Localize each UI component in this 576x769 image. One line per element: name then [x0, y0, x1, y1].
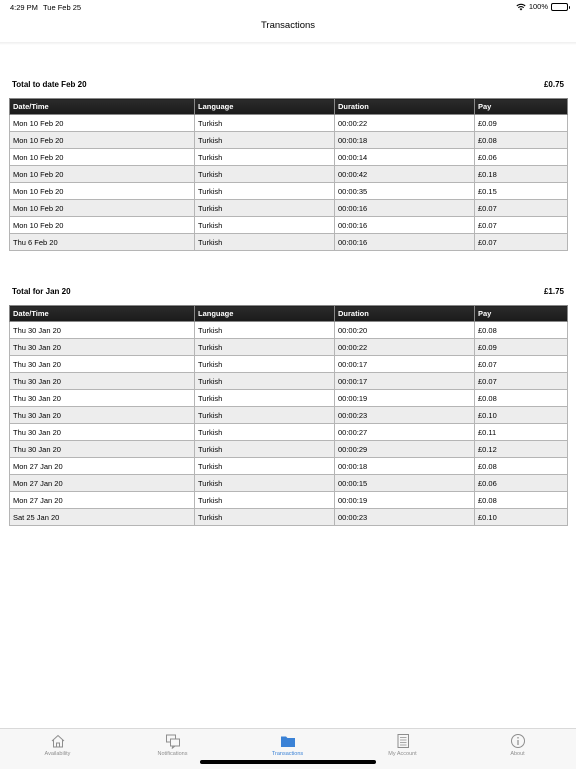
cell-date: Mon 10 Feb 20: [10, 132, 195, 149]
cell-duration: 00:00:42: [335, 166, 475, 183]
cell-date: Sat 25 Jan 20: [10, 509, 195, 526]
table-row[interactable]: [10, 115, 568, 132]
table-row[interactable]: [10, 509, 568, 526]
table-row[interactable]: [10, 424, 568, 441]
column-header: Date/Time: [10, 306, 195, 322]
section-label: Total for Jan 20: [12, 287, 71, 296]
tab-transactions[interactable]: [230, 733, 345, 757]
cell-pay: £0.11: [475, 424, 568, 441]
tab-label: About: [510, 751, 525, 757]
cell-pay: £0.07: [475, 356, 568, 373]
cell-language: Turkish: [195, 322, 335, 339]
cell-date: Thu 30 Jan 20: [10, 424, 195, 441]
cell-language: Turkish: [195, 373, 335, 390]
cell-duration: 00:00:22: [335, 115, 475, 132]
cell-date: Thu 30 Jan 20: [10, 407, 195, 424]
chat-bubbles-icon: [165, 733, 181, 749]
tab-my-account[interactable]: [345, 733, 460, 757]
cell-date: Thu 6 Feb 20: [10, 234, 195, 251]
cell-pay: £0.09: [475, 339, 568, 356]
table-row[interactable]: [10, 492, 568, 509]
cell-duration: 00:00:19: [335, 390, 475, 407]
cell-pay: £0.09: [475, 115, 568, 132]
column-header: Language: [195, 306, 335, 322]
book-icon: [395, 733, 411, 749]
table-row[interactable]: [10, 234, 568, 251]
cell-date: Mon 10 Feb 20: [10, 200, 195, 217]
column-header: Duration: [335, 306, 475, 322]
cell-duration: 00:00:29: [335, 441, 475, 458]
cell-duration: 00:00:16: [335, 234, 475, 251]
cell-duration: 00:00:35: [335, 183, 475, 200]
cell-duration: 00:00:23: [335, 407, 475, 424]
cell-language: Turkish: [195, 115, 335, 132]
table-row[interactable]: [10, 322, 568, 339]
cell-date: Mon 27 Jan 20: [10, 458, 195, 475]
tab-label: Availability: [44, 751, 71, 757]
battery-icon: [551, 3, 568, 11]
column-header: Date/Time: [10, 99, 195, 115]
table-row[interactable]: [10, 339, 568, 356]
cell-pay: £0.07: [475, 373, 568, 390]
cell-date: Thu 30 Jan 20: [10, 390, 195, 407]
table-row[interactable]: [10, 132, 568, 149]
wifi-icon: [516, 3, 526, 11]
table-row[interactable]: [10, 475, 568, 492]
cell-language: Turkish: [195, 166, 335, 183]
page-title: Transactions: [260, 20, 316, 31]
table-header-row: [10, 99, 568, 115]
section-header: [9, 80, 567, 94]
tab-about[interactable]: [460, 733, 575, 757]
cell-pay: £0.06: [475, 475, 568, 492]
cell-pay: £0.08: [475, 492, 568, 509]
status-right: [516, 2, 568, 11]
section-total: £1.75: [543, 287, 564, 296]
column-header: Pay: [475, 99, 568, 115]
cell-language: Turkish: [195, 200, 335, 217]
cell-pay: £0.08: [475, 390, 568, 407]
cell-duration: 00:00:17: [335, 356, 475, 373]
cell-duration: 00:00:16: [335, 217, 475, 234]
cell-pay: £0.08: [475, 458, 568, 475]
cell-date: Thu 30 Jan 20: [10, 441, 195, 458]
cell-pay: £0.10: [475, 509, 568, 526]
table-row[interactable]: [10, 200, 568, 217]
section-label: Total to date Feb 20: [12, 80, 87, 89]
cell-pay: £0.10: [475, 407, 568, 424]
nav-bar: [0, 14, 576, 43]
section-total: £0.75: [543, 80, 564, 89]
table-row[interactable]: [10, 149, 568, 166]
cell-date: Thu 30 Jan 20: [10, 356, 195, 373]
cell-duration: 00:00:14: [335, 149, 475, 166]
transactions-table: [9, 305, 568, 526]
cell-pay: £0.07: [475, 217, 568, 234]
cell-date: Mon 27 Jan 20: [10, 475, 195, 492]
cell-language: Turkish: [195, 407, 335, 424]
cell-date: Mon 27 Jan 20: [10, 492, 195, 509]
cell-language: Turkish: [195, 132, 335, 149]
cell-duration: 00:00:27: [335, 424, 475, 441]
cell-date: Thu 30 Jan 20: [10, 322, 195, 339]
home-indicator[interactable]: [200, 760, 376, 764]
home-icon: [50, 733, 66, 749]
cell-pay: £0.07: [475, 200, 568, 217]
cell-duration: 00:00:18: [335, 458, 475, 475]
tab-availability[interactable]: [0, 733, 115, 757]
table-row[interactable]: [10, 407, 568, 424]
transactions-table: [9, 98, 568, 251]
cell-date: Mon 10 Feb 20: [10, 166, 195, 183]
cell-language: Turkish: [195, 183, 335, 200]
cell-language: Turkish: [195, 356, 335, 373]
cell-language: Turkish: [195, 339, 335, 356]
folder-icon: [280, 733, 296, 749]
cell-date: Mon 10 Feb 20: [10, 217, 195, 234]
cell-pay: £0.06: [475, 149, 568, 166]
table-row[interactable]: [10, 166, 568, 183]
table-row[interactable]: [10, 441, 568, 458]
cell-date: Thu 30 Jan 20: [10, 339, 195, 356]
cell-pay: £0.15: [475, 183, 568, 200]
cell-pay: £0.08: [475, 322, 568, 339]
cell-pay: £0.12: [475, 441, 568, 458]
tab-notifications[interactable]: [115, 733, 230, 757]
info-icon: [510, 733, 526, 749]
table-row[interactable]: [10, 183, 568, 200]
cell-duration: 00:00:15: [335, 475, 475, 492]
tab-label: Transactions: [271, 751, 304, 757]
cell-language: Turkish: [195, 390, 335, 407]
table-row[interactable]: [10, 390, 568, 407]
table-row[interactable]: [10, 373, 568, 390]
cell-date: Thu 30 Jan 20: [10, 373, 195, 390]
table-row[interactable]: [10, 356, 568, 373]
cell-language: Turkish: [195, 149, 335, 166]
cell-language: Turkish: [195, 441, 335, 458]
column-header: Duration: [335, 99, 475, 115]
cell-language: Turkish: [195, 217, 335, 234]
cell-duration: 00:00:22: [335, 339, 475, 356]
cell-date: Mon 10 Feb 20: [10, 115, 195, 132]
status-time: 4:29 PM: [10, 3, 38, 12]
cell-date: Mon 10 Feb 20: [10, 183, 195, 200]
column-header: Language: [195, 99, 335, 115]
cell-duration: 00:00:19: [335, 492, 475, 509]
cell-duration: 00:00:20: [335, 322, 475, 339]
cell-language: Turkish: [195, 424, 335, 441]
cell-language: Turkish: [195, 234, 335, 251]
table-row[interactable]: [10, 217, 568, 234]
cell-language: Turkish: [195, 458, 335, 475]
cell-date: Mon 10 Feb 20: [10, 149, 195, 166]
cell-language: Turkish: [195, 492, 335, 509]
section-header: [9, 287, 567, 301]
status-date: Tue Feb 25: [43, 3, 82, 12]
cell-pay: £0.08: [475, 132, 568, 149]
cell-language: Turkish: [195, 509, 335, 526]
cell-duration: 00:00:23: [335, 509, 475, 526]
cell-pay: £0.07: [475, 234, 568, 251]
column-header: Pay: [475, 306, 568, 322]
section-feb: [9, 80, 567, 251]
section-jan: [9, 287, 567, 526]
cell-duration: 00:00:18: [335, 132, 475, 149]
cell-duration: 00:00:16: [335, 200, 475, 217]
table-header-row: [10, 306, 568, 322]
nav-divider: [0, 42, 576, 45]
cell-pay: £0.18: [475, 166, 568, 183]
tab-label: My Account: [388, 751, 417, 757]
tab-label: Notifications: [157, 751, 188, 757]
status-bar: [0, 0, 576, 14]
battery-percent: 100%: [528, 2, 548, 11]
table-row[interactable]: [10, 458, 568, 475]
cell-duration: 00:00:17: [335, 373, 475, 390]
cell-language: Turkish: [195, 475, 335, 492]
